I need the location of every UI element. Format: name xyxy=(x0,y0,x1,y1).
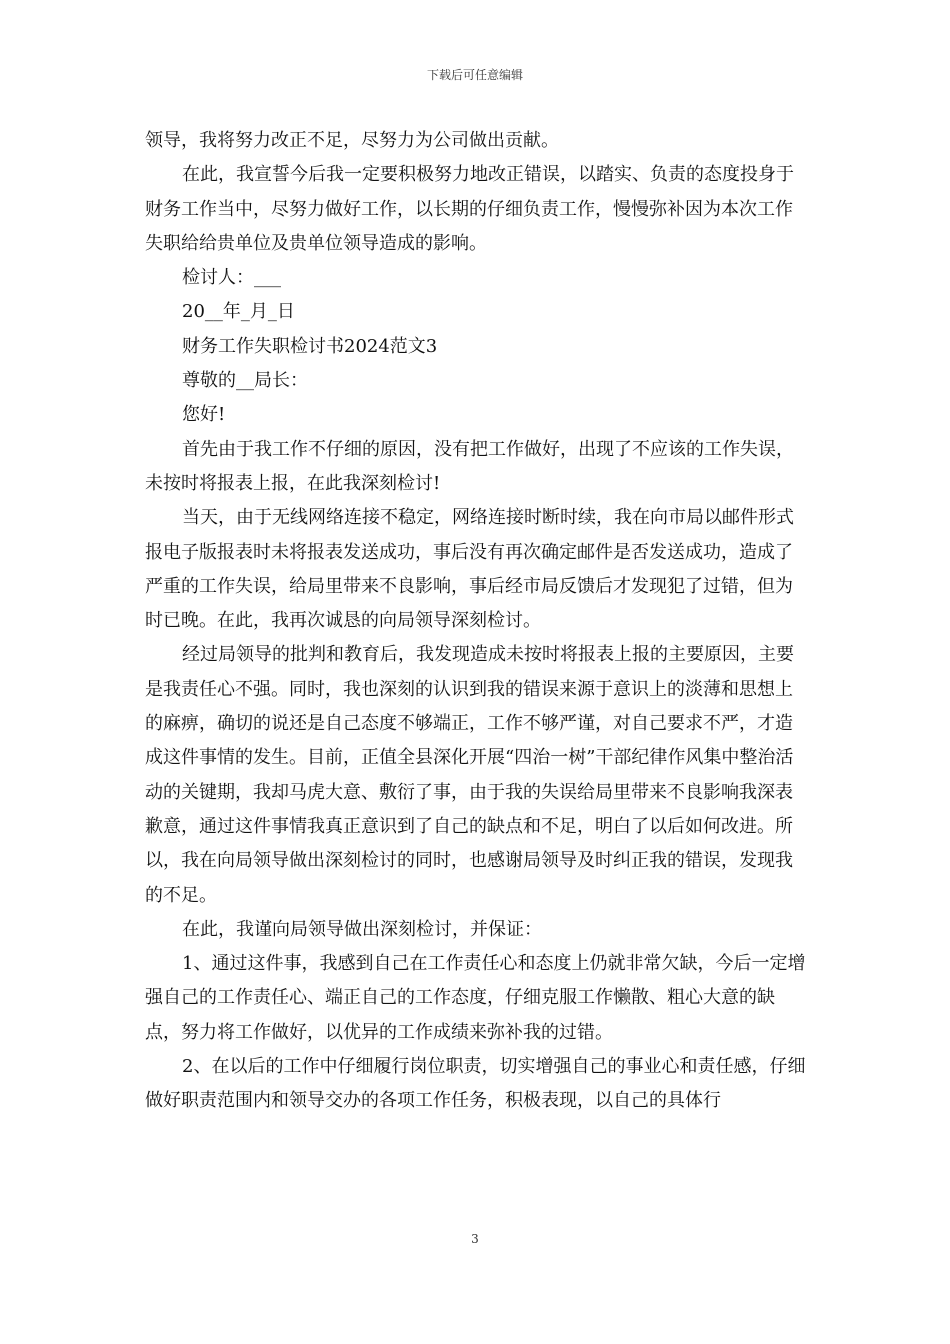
paragraph: 领导，我将努力改正不足，尽努力为公司做出贡献。 xyxy=(145,130,559,151)
list-item: 2、在以后的工作中仔细履行岗位职责，切实增强自己的事业心和责任感，仔细做好职责范围内和领导交办的各项工作任务，积极表现，以自己的具体行 xyxy=(145,1056,806,1112)
paragraph: 当天，由于无线网络连接不稳定，网络连接时断时续，我在向市局以邮件形式报电子版报表时未将报表发送成功，事后没有再次确定邮件是否发送成功，造成了严重的工作失误，给局里带来不良影响，事后经市局反馈后才发现犯了过错，但为时已晚。在此，我再次诚恳的向局领导深刻检讨。 xyxy=(145,507,794,632)
salutation: 尊敬的__局长： xyxy=(182,370,308,392)
signature-line: 检讨人：___ xyxy=(182,267,281,289)
date-line: 20__年_月_日 xyxy=(182,301,295,323)
document-body xyxy=(145,124,807,1119)
list-item: 1、通过这件事，我感到自己在工作责任心和态度上仍就非常欠缺，今后一定增强自己的工作责任心、端正自己的工作态度，仔细克服工作懒散、粗心大意的缺点，努力将工作做好，以优异的工作成绩来弥补我的过错。 xyxy=(145,953,806,1043)
paragraph: 经过局领导的批判和教育后，我发现造成未按时将报表上报的主要原因，主要是我责任心不强。同时，我也深刻的认识到我的错误来源于意识上的淡薄和思想上的麻痹，确切的说还是自己态度不够端正，工作不够严谨，对自己要求不严，才造成这件事情的发生。目前，正值全县深化开展“四治一树”干部纪律作风集中整治活动的关键期，我却马虎大意、敷衍了事，由于我的失误给局里带来不良影响我深表歉意，通过这件事情我真正意识到了自己的缺点和不足，明白了以后如何改进。所以，我在向局领导做出深刻检讨的同时，也感谢局领导及时纠正我的错误，发现我的不足。 xyxy=(145,644,794,906)
paragraph: 在此，我宣誓今后我一定要积极努力地改正错误，以踏实、负责的态度投身于财务工作当中，尽努力做好工作，以长期的仔细负责工作，慢慢弥补因为本次工作失职给给贵单位及贵单位领导造成的影响。 xyxy=(145,164,794,254)
section-title: 财务工作失职检讨书2024范文3 xyxy=(182,335,438,357)
paragraph: 在此，我谨向局领导做出深刻检讨，并保证： xyxy=(182,918,542,940)
page-header: 下载后可任意编辑 xyxy=(426,68,523,82)
paragraph: 首先由于我工作不仔细的原因，没有把工作做好，出现了不应该的工作失误，未按时将报表上报，在此我深刻检讨! xyxy=(145,438,794,494)
page-number: 3 xyxy=(471,1232,479,1246)
greeting: 您好! xyxy=(182,404,226,426)
